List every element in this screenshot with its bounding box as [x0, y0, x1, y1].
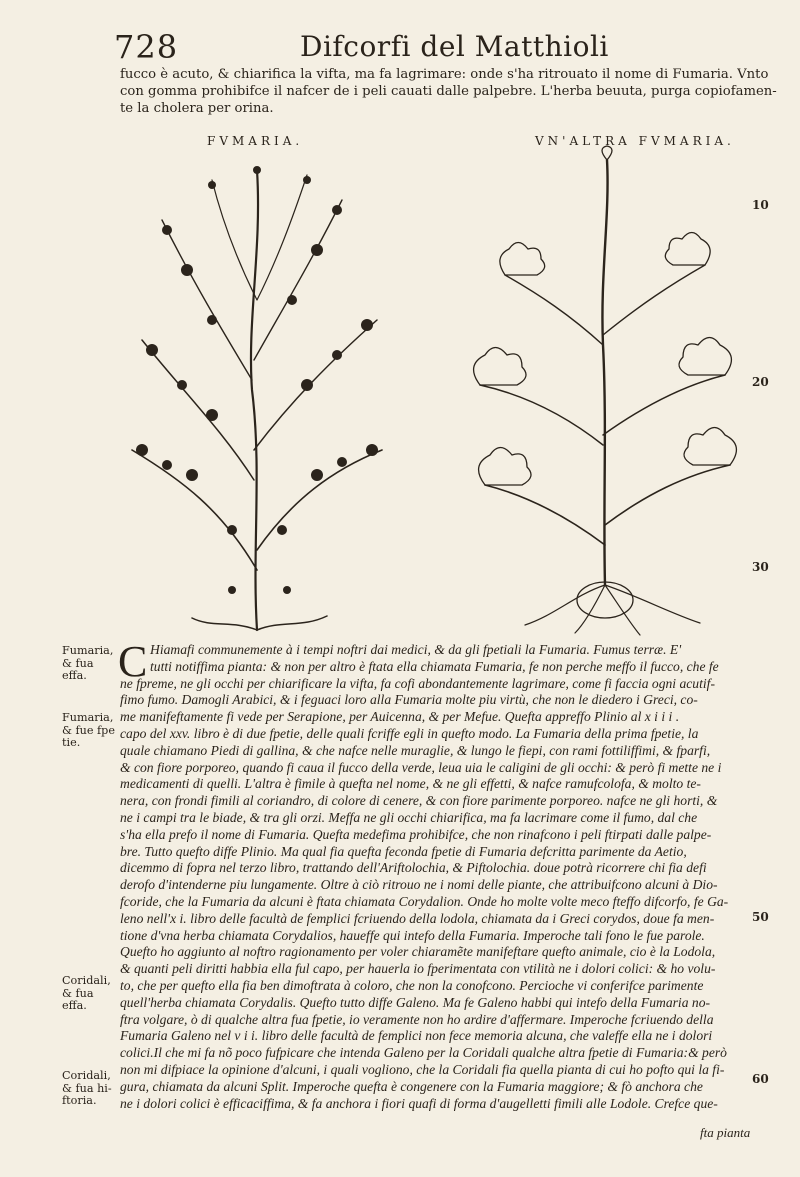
- body-line: quell'herba chiamata Corydalis. Quefto tutto diffe Galeno. Ma fe Galeno habbi qui intefo della Fumaria no-: [120, 994, 711, 1010]
- body-line: ftra volgare, ò di qualche altra fua fpetie, io veramente non ho ardire d'affermare. Imperoche fcriuendo della: [120, 1011, 714, 1027]
- body-line: bre. Tutto quefto diffe Plinio. Ma qual fia quefta feconda fpetie di Fumaria defcritta parimente da Aetio,: [120, 843, 687, 859]
- body-line: Hiamafi communemente à i tempi noftri dai medici, & da gli fpetiali la Fumaria. Fumus terræ. E': [150, 642, 682, 657]
- intro-line: fucco è acuto, & chiarifica la vifta, ma fa lagrimare: onde s'ha ritrouato il nome di Fumaria. Vnto: [120, 67, 769, 82]
- body-line: tutti notiffima pianta: & non per altro è ftata ella chiamata Fumaria, fe non perche meffo il fucco, che fe: [150, 658, 719, 674]
- fumaria-woodcut: [112, 150, 402, 640]
- body-line: gura, chiamata da alcuni Split. Imperoche quefta è congenere con la Fumaria maggiore; & fò anchora che: [120, 1078, 703, 1094]
- intro-line: con gomma prohibifce il nafcer de i peli cauati dalle palpebre. L'herba beuuta, purga copiofamen-: [120, 84, 777, 99]
- margin-number-30: 30: [752, 560, 769, 574]
- body-line: ne i campi tra le biade, & tra gli orzi. Meffa ne gli occhi chiarifica, ma fa lacrimare come il fumo, dal che: [120, 809, 698, 825]
- body-line: non mi difpiace la opinione d'alcuni, i quali vogliono, che la Coridali fia quella pianta di cui ho pofto qui la fi-: [120, 1061, 725, 1077]
- margin-number-60: 60: [752, 1072, 769, 1086]
- page-number: 728: [114, 28, 179, 66]
- margin-note: Coridali, & fua hi- ftoria.: [62, 1069, 112, 1107]
- body-line: me manifeftamente fi vede per Serapione, per Auicenna, & per Mefue. Quefta appreffo Plinio al x i i i .: [120, 709, 680, 725]
- margin-note: Coridali, & fua effa.: [62, 974, 111, 1012]
- body-line: nera, con frondi fimili al coriandro, di colore di cenere, & con fiore parimente porporeo. nafce ne gli horti, &: [120, 793, 718, 809]
- intro-paragraph: [120, 66, 777, 117]
- body-line: s'ha ella prefo il nome di Fumaria. Quefta medefima prohibifce, che non rinafcono i peli ftirpati dalle palpe-: [120, 826, 712, 842]
- altra-fumaria-woodcut: [445, 145, 755, 640]
- figure-caption-fumaria: FVMARIA.: [207, 134, 304, 148]
- body-line: derofo d'intenderne piu lungamente. Oltre à ciò ritrouo ne i nomi delle piante, che attribuifcono alcuni à Dio-: [120, 877, 718, 893]
- body-line: fcoride, che la Fumaria da alcuni è ftata chiamata Corydalion. Onde ho molte volte meco fteffo difcorfo, fe Ga-: [120, 893, 729, 909]
- margin-note: Fumaria, & fua effa.: [62, 644, 114, 682]
- catchword: fta pianta: [700, 1125, 751, 1140]
- body-line: capo del xxv. libro è di due fpetie, delle quali fcriffe egli in quefto modo. La Fumaria della prima fpetie, la: [120, 725, 699, 741]
- body-line: colici.Il che mi fa nõ poco fufpicare che intenda Galeno per la Coridali qualche altra fpetie di Fumaria:& però: [120, 1045, 727, 1061]
- body-line: medicamenti di quelli. L'altra è fimile à quefta nel nome, & ne gli effetti, & nafce ramufcolofa, & molto te-: [120, 776, 701, 792]
- body-line: Fumaria Galeno nel v i i. libro delle facultà de femplici non fece memoria alcuna, che valeffe ella ne i dolori: [120, 1028, 713, 1044]
- body-line: dicemmo di fopra nel terzo libro, trattando dell'Ariftolochia, & Piftolochia. doue potrà ricorrere chi fia defi: [120, 860, 707, 876]
- body-line: quale chiamano Piedi di gallina, & che nafce nelle muraglie, & lungo le fiepi, con rami fottiliffimi, & fparfi,: [120, 742, 711, 758]
- margin-number-20: 20: [752, 375, 769, 389]
- body-line: ne i dolori colici è efficaciffima, & fa anchora i fiori quafi di forma d'augelletti fimili alle Lodole. Crefce que-: [120, 1095, 718, 1111]
- body-line: Quefto ho aggiunto al noftro ragionamento per voler chiaramẽte manifeftare quefto animale, cio è la Lodola,: [120, 944, 716, 960]
- body-line: leno nell'x i. libro delle facultà de femplici fcriuendo della lodola, chiamata da i Greci corydos, doue fa men-: [120, 910, 715, 926]
- body-line: to, che per quefto ella fia ben dimoftrata à coloro, che non la conofcono. Percioche vi conferifce parimente: [120, 977, 704, 993]
- body-line: tione d'vna herba chiamata Corydalios, haueffe qui intefo della Fumaria. Imperoche tali fono le fue parole.: [120, 927, 705, 943]
- figure-caption-altra-fumaria: VN'ALTRA FVMARIA.: [535, 134, 735, 148]
- body-line: ne fpreme, ne gli occhi per chiarificare la vifta, fa cofi abondantemente lagrimare, come fi faccia ogni acutif-: [120, 675, 715, 691]
- drop-cap: C: [118, 637, 148, 686]
- running-title: Difcorfi del Matthioli: [300, 30, 609, 63]
- margin-note: Fumaria, & fue fpe tie.: [62, 711, 115, 749]
- margin-number-50: 50: [752, 910, 769, 924]
- body-line: & quanti peli diritti habbia ella ful capo, per hauerla io fperimentata con vtilità ne i dolori colici: & ho volu-: [120, 961, 716, 977]
- body-line: & con fiore porporeo, quando fi caua il fucco della verde, leua uia le caligini de gli occhi: & però fi mette ne i: [120, 759, 722, 775]
- intro-line: te la cholera per orina.: [120, 101, 274, 116]
- body-line: fimo fumo. Damogli Arabici, & i feguaci loro alla Fumaria molte piu virtù, che non le diedero i Greci, co-: [120, 692, 698, 708]
- body-text: [118, 637, 770, 1112]
- margin-number-10: 10: [752, 198, 769, 212]
